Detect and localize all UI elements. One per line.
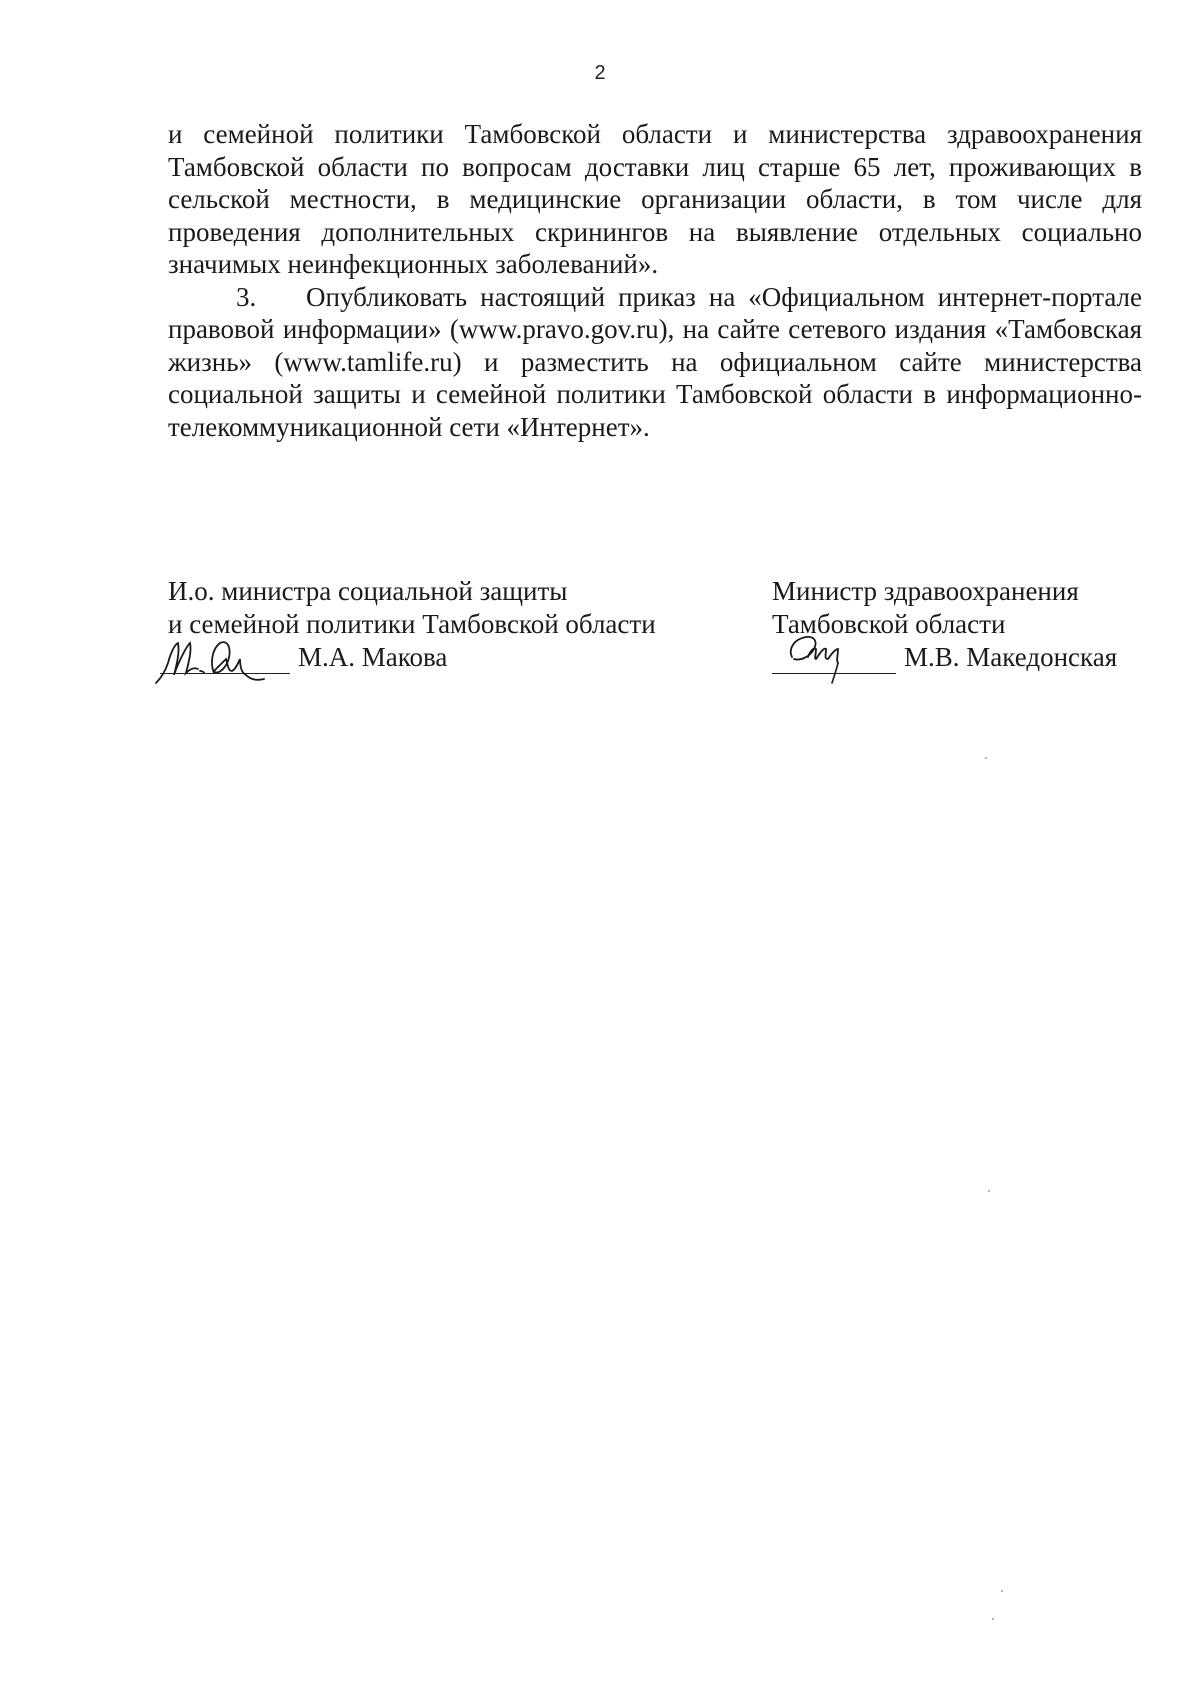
point-number: 3. bbox=[236, 281, 257, 312]
handwritten-signature-left bbox=[152, 633, 292, 687]
scan-speck bbox=[1001, 1590, 1003, 1592]
paragraph-continuation: и семейной политики Тамбовской области и министерства здравоохранения Тамбовской области по вопросам доставки лиц старше 65 лет, проживающих в сельской местности, в медицинские организации области, в том числе для проведения дополнительных скринингов на выявление отдельных социально значимых неинфекционных заболеваний». bbox=[168, 119, 1142, 279]
paragraph-point-3-text: Опубликовать настоящий приказ на «Официальном интернет-портале правовой информации» (www.pravo.gov.ru), на сайте сетевого издания «Тамбовская жизнь» (www.tamlife.ru) и разместить на официальном сайте министерства социальной защиты и семейной политики Тамбовской области в информационно-телекоммуникационной сети «Интернет». bbox=[168, 281, 1142, 442]
page-number: 2 bbox=[594, 62, 606, 84]
signer-name-left: М.А. Макова bbox=[298, 642, 448, 672]
signature-row-left bbox=[168, 641, 708, 674]
signature-block-left bbox=[168, 575, 708, 674]
signer-name-right: М.В. Македонская bbox=[904, 642, 1118, 672]
scan-speck bbox=[988, 1190, 990, 1192]
signature-line bbox=[160, 645, 290, 674]
signer-title-line-2-right: Тамбовской области bbox=[772, 609, 1006, 639]
signer-title-line-1-right: Министр здравоохранения bbox=[772, 576, 1079, 606]
signature-row-right bbox=[772, 641, 1172, 674]
signer-title-line-1: И.о. министра социальной защиты bbox=[168, 576, 568, 606]
handwritten-signature-right bbox=[764, 627, 894, 687]
paragraph-point-3 bbox=[168, 281, 1142, 444]
signature-block-right bbox=[772, 575, 1172, 674]
signer-title-line-2: и семейной политики Тамбовской области bbox=[168, 609, 656, 639]
document-body bbox=[168, 118, 1142, 443]
scan-speck bbox=[985, 757, 987, 759]
signature-line-right bbox=[772, 645, 896, 674]
scan-speck bbox=[992, 1618, 994, 1620]
